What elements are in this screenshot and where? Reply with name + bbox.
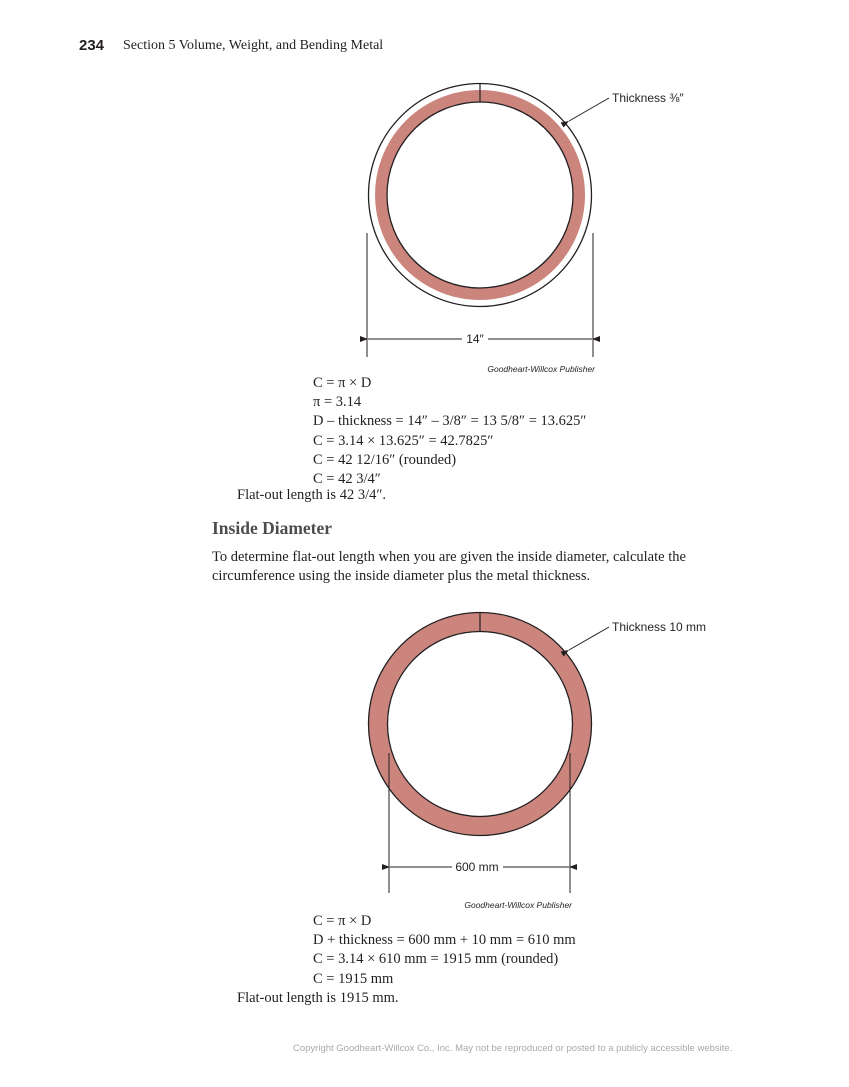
equation-line: C = 42 12/16″ (rounded): [313, 451, 457, 468]
ring-inner: [388, 632, 573, 817]
copyright-notice: Copyright Goodheart-Willcox Co., Inc. May not be reproduced or posted to a publicly accessible website.: [293, 1043, 733, 1054]
figure-credit: Goodheart-Willcox Publisher: [464, 900, 572, 910]
figure-credit: Goodheart-Willcox Publisher: [487, 364, 595, 374]
equation-line: C = 3.14 × 13.625″ = 42.7825″: [313, 432, 494, 449]
page-number: 234: [79, 37, 105, 54]
result-text-1: Flat-out length is 42 3/4″.: [237, 487, 387, 503]
equation-line: C = π × D: [313, 913, 372, 929]
running-head: Section 5 Volume, Weight, and Bending Metal: [123, 38, 384, 53]
equation-line: π = 3.14: [313, 394, 362, 411]
calculation-block-2: [313, 912, 576, 989]
dimension-label: 600 mm: [455, 860, 499, 874]
dimension-label: 14″: [466, 332, 484, 346]
thickness-label: Thickness 10 mm: [612, 620, 707, 634]
equation-line: C = π × D: [313, 375, 372, 391]
equation-line: C = 1915 mm: [313, 970, 394, 987]
result-text-2: Flat-out length is 1915 mm.: [237, 990, 399, 1006]
equation-line: D + thickness = 600 mm + 10 mm = 610 mm: [313, 932, 576, 949]
thickness-label: Thickness ⅜″: [612, 91, 684, 105]
section-heading: Inside Diameter: [212, 518, 333, 538]
equation-line: C = 3.14 × 610 mm = 1915 mm (rounded): [313, 951, 559, 968]
equation-line: D – thickness = 14″ – 3/8″ = 13 5/8″ = 13.625″: [313, 413, 587, 430]
equation-line: C = 42 3/4″: [313, 471, 381, 488]
body-paragraph: To determine flat-out length when you are given the inside diameter, calculate the circumference using the inside diameter plus the metal thickness.: [212, 549, 686, 584]
leader-line: [569, 627, 609, 650]
